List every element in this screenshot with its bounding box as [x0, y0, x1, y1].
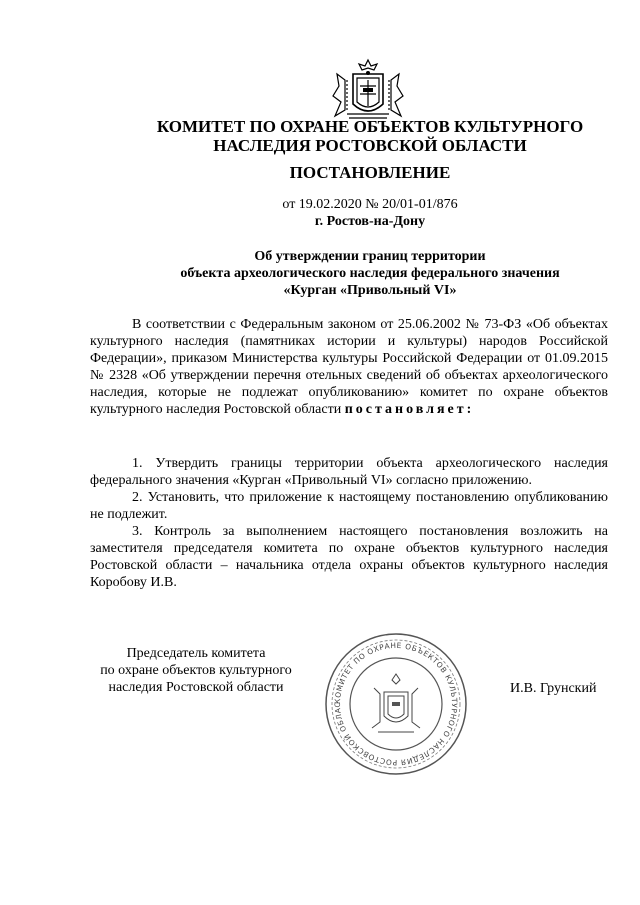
subject-line1: Об утверждении границ территории	[254, 249, 486, 264]
coat-of-arms-icon	[327, 56, 409, 122]
official-stamp-icon	[322, 630, 470, 778]
item-1: 1. Утвердить границы территории объекта археологического наследия федерального значения «Курган «Привольный VI» согласно приложению.	[90, 456, 608, 488]
organization-name-line2: НАСЛЕДИЯ РОСТОВСКОЙ ОБЛАСТИ	[213, 136, 527, 155]
date-number: от 19.02.2020 № 20/01-01/876	[282, 197, 458, 212]
svg-text:КОМИТЕТ ПО ОХРАНЕ ОБЪЕКТОВ КУЛ	[322, 630, 459, 767]
decree-word: постановляет:	[344, 402, 475, 417]
subject-line3: «Курган «Привольный VI»	[283, 283, 457, 298]
document-subject	[120, 248, 620, 299]
document-type: ПОСТАНОВЛЕНИЕ	[289, 163, 451, 182]
city: г. Ростов-на-Дону	[314, 214, 426, 229]
item-3: 3. Контроль за выполнением настоящего постановления возложить на заместителя председателя комитета по охране объектов культурного наследия Ростовской области – начальника отдела охраны объектов культурного наследия Коробову И.В.	[90, 524, 608, 590]
item-2: 2. Установить, что приложение к настоящему постановлению опубликованию не подлежит.	[90, 490, 608, 522]
intro-paragraph	[90, 316, 608, 418]
signatory-title-line3: наследия Ростовской области	[108, 680, 284, 695]
subject-line2: объекта археологического наследия федерального значения	[180, 266, 560, 281]
organization-name	[120, 117, 620, 155]
signatory-title	[90, 645, 302, 696]
intro-text: В соответствии с Федеральным законом от 25.06.2002 № 73-ФЗ «Об объектах культурного наследия (памятниках истории и культуры) народов Российской Федерации», приказом Министерства культуры Российской Федерации от 01.09.2015 № 2328 «Об утверждении перечня отельных сведений об объектах археологического наследия, которые не подлежат опубликованию» комитет по охране объектов культурного наследия Ростовской области	[90, 317, 608, 417]
signatory-title-line1: Председатель комитета	[126, 646, 266, 661]
stamp-ring-text: КОМИТЕТ ПО ОХРАНЕ ОБЪЕКТОВ КУЛЬТУРНОГО НАСЛЕДИЯ РОСТОВСКОЙ ОБЛАС	[332, 640, 460, 768]
signatory-title-line2: по охране объектов культурного	[100, 663, 292, 678]
organization-name-line1: КОМИТЕТ ПО ОХРАНЕ ОБЪЕКТОВ КУЛЬТУРНОГО	[156, 117, 584, 136]
signatory-name: И.В. Грунский	[510, 681, 597, 696]
